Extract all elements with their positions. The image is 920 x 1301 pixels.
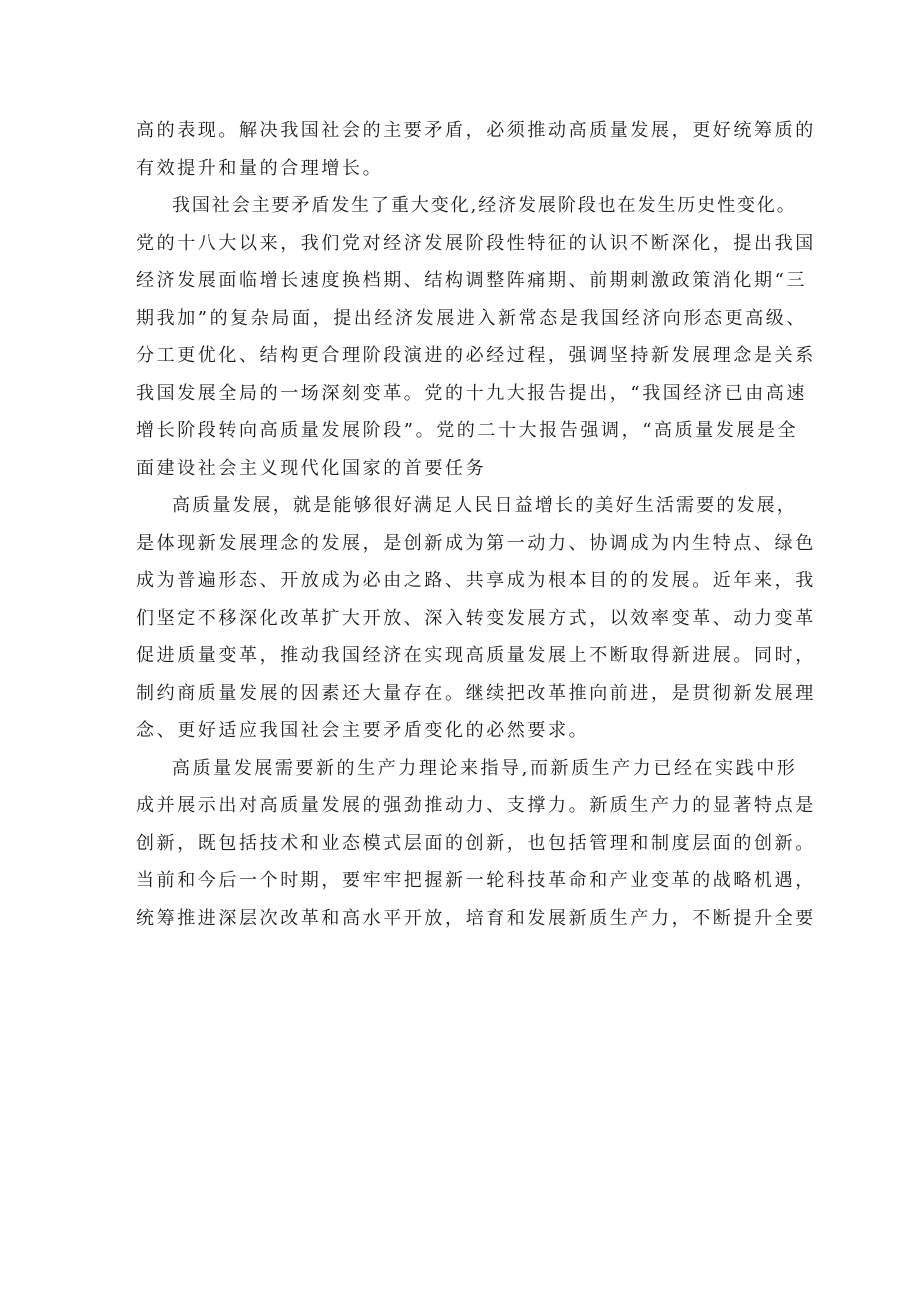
text-line: 高质量发展需要新的生产力理论来指导,而新质生产力已经在实践中形: [172, 757, 796, 779]
text-line: 统筹推进深层次改革和高水平开放，培育和发展新质生产力，不断提升全要: [136, 907, 816, 929]
text-line: 党的十八大以来，我们党对经济发展阶段性特征的认识不断深化，提出我国: [136, 232, 816, 254]
text-line: 经济发展面临增长速度换档期、结构调整阵痛期、前期刺激政策消化期“三: [136, 270, 807, 291]
paragraph-3: [136, 487, 816, 750]
text-line: 期我加”的复杂局面，提出经济发展进入新常态是我国经济向形态更高级、: [136, 307, 807, 329]
text-line: 当前和今后一个时期，要牢牢把握新一轮科技革命和产业变革的战略机遇，: [136, 870, 816, 891]
text-line: 促进质量变革，推动我国经济在实现高质量发展上不断取得新进展。同时，: [136, 645, 816, 666]
text-line: 分工更优化、结构更合理阶段演进的必经过程，强调坚持新发展理念是关系: [136, 345, 816, 366]
text-line: 是体现新发展理念的发展，是创新成为第一动力、协调成为内生特点、绿色: [136, 532, 816, 554]
text-line: 念、更好适应我国社会主要矛盾变化的必然要求。: [136, 720, 590, 741]
text-line: 有效提升和量的合理增长。: [136, 157, 384, 179]
text-line: 面建设社会主义现代化国家的首要任务: [136, 457, 487, 479]
text-line: 我国发展全局的一场深刻变革。党的十九大报告提出，“我国经济已由高速: [136, 382, 807, 404]
text-line: 们坚定不移深化改革扩大开放、深入转变发展方式，以效率变革、动力变革: [136, 607, 816, 629]
paragraph-4: [136, 750, 816, 938]
paragraph-2: [136, 187, 816, 487]
text-line: 成并展示出对高质量发展的强劲推动力、支撑力。新质生产力的显著特点是: [136, 795, 816, 816]
document-body: [136, 112, 816, 937]
text-line: 成为普遍形态、开放成为必由之路、共享成为根本目的的发展。近年来，我: [136, 570, 816, 591]
text-line: 我国社会主要矛盾发生了重大变化,经济发展阶段也在发生历史性变化。: [172, 195, 796, 216]
text-line: 高质量发展，就是能够很好满足人民日益增长的美好生活需要的发展，: [172, 495, 796, 516]
text-line: 高的表现。解决我国社会的主要矛盾，必须推动高质量发展，更好统筹质的: [136, 120, 816, 141]
text-line: 增长阶段转向高质量发展阶段”。党的二十大报告强调，“高质量发展是全: [136, 420, 799, 441]
text-line: 制约商质量发展的因素还大量存在。继续把改革推向前进，是贯彻新发展理: [136, 682, 816, 704]
paragraph-1: [136, 112, 816, 187]
text-line: 创新，既包括技术和业态模式层面的创新，也包括管理和制度层面的创新。: [136, 832, 816, 854]
